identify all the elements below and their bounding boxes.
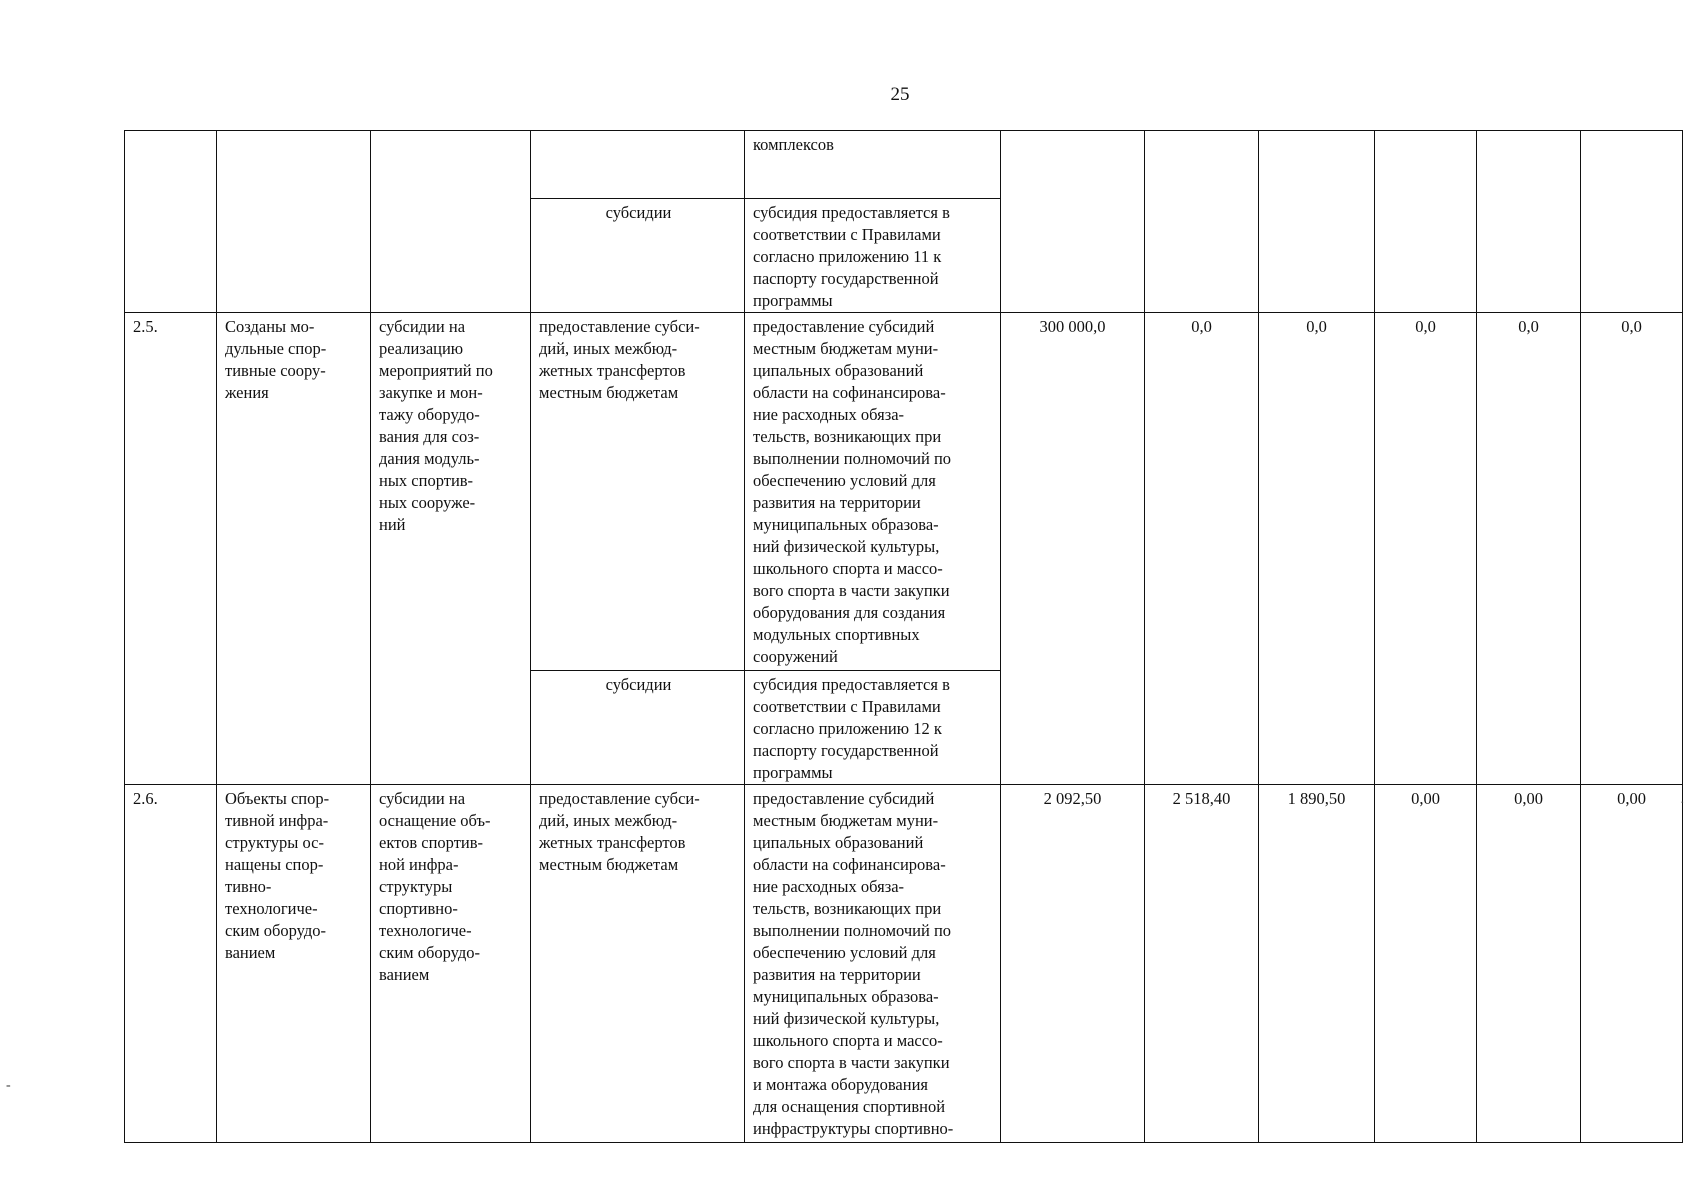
cell-value-empty xyxy=(1477,131,1581,313)
cell-type xyxy=(531,313,745,671)
value-year-3: 0,0 xyxy=(1415,317,1436,336)
result-text: Созданы мо- дульные спор- тивные соору- жения xyxy=(225,317,327,402)
row-number: 2.6. xyxy=(133,789,158,808)
value-year-1: 0,0 xyxy=(1191,317,1212,336)
cell-value xyxy=(1375,313,1477,785)
cell-value xyxy=(1581,785,1683,1143)
desc-continuation-text: комплексов xyxy=(753,135,834,154)
cell-measure xyxy=(371,785,531,1143)
cell-result xyxy=(217,785,371,1143)
cell-value-empty xyxy=(1581,131,1683,313)
scan-mark: - xyxy=(6,1078,11,1093)
desc-text: предоставление субсидий местным бюджетам муни- ципальных образований области на софинансирова- ние расходных обяза- тельств, возникающих при выполнении полномочий по обеспечению условий для развития на территории муниципальных образова- ний физической культуры, школьного спорта и массо- вого спорта в части закупки оборудования для создания модульных спортивных сооружений xyxy=(753,317,952,666)
cell-num xyxy=(125,785,217,1143)
budget-table xyxy=(124,130,1683,1143)
page-number: 25 xyxy=(890,84,910,105)
cell-value xyxy=(1001,785,1145,1143)
value-year-5: 0,0 xyxy=(1621,317,1642,336)
measure-text: субсидии на реализацию мероприятий по закупке и мон- тажу оборудо- вания для соз- дания модуль- ных спортив- ных сооруже- ний xyxy=(379,317,493,534)
cell-value xyxy=(1477,313,1581,785)
cell-value xyxy=(1259,785,1375,1143)
cell-value-empty xyxy=(1259,131,1375,313)
cell-result xyxy=(217,313,371,785)
table-row-2-5 xyxy=(125,313,1683,671)
cell-result-empty xyxy=(217,131,371,313)
sub-desc-text: субсидия предоставляется в соответствии с Правилами согласно приложению 12 к паспорту государственной программы xyxy=(753,675,950,782)
cell-measure-empty xyxy=(371,131,531,313)
funding-type-label: субсидии xyxy=(605,675,672,694)
cell-sub-desc xyxy=(745,199,1001,313)
measure-text: субсидии на оснащение объ- ектов спортив- ной инфра- структуры спортивно- технологиче- ским оборудо- ванием xyxy=(379,789,491,984)
value-total: 300 000,0 xyxy=(1039,317,1106,336)
cell-type xyxy=(531,785,745,1143)
desc-text: предоставление субсидий местным бюджетам муни- ципальных образований области на софинансирова- ние расходных обяза- тельств, возникающих при выполнении полномочий по обеспечению условий для развития на территории муниципальных образова- ний физической культуры, школьного спорта и массо- вого спорта в части закупки и монтажа оборудования для оснащения спортивной инфраструктуры спортивно- xyxy=(753,789,954,1138)
value-year-4: 0,00 xyxy=(1514,789,1543,808)
cell-desc xyxy=(745,313,1001,671)
cell-value xyxy=(1375,785,1477,1143)
value-year-4: 0,0 xyxy=(1518,317,1539,336)
type-text: предоставление субси- дий, иных межбюд- жетных трансфертов местным бюджетам xyxy=(539,317,700,402)
cell-desc-cont xyxy=(745,131,1001,199)
cell-sub-desc xyxy=(745,671,1001,785)
cell-num xyxy=(125,313,217,785)
cell-funding-type xyxy=(531,199,745,313)
funding-type-label: субсидии xyxy=(605,203,672,222)
scan-mark: · xyxy=(1680,796,1685,811)
cell-value xyxy=(1145,313,1259,785)
value-year-3: 0,00 xyxy=(1411,789,1440,808)
sub-desc-text: субсидия предоставляется в соответствии с Правилами согласно приложению 11 к паспорту государственной программы xyxy=(753,203,950,310)
cell-value xyxy=(1145,785,1259,1143)
cell-value xyxy=(1477,785,1581,1143)
cell-value xyxy=(1581,313,1683,785)
table-row-continuation-top xyxy=(125,131,1683,199)
result-text: Объекты спор- тивной инфра- структуры ос- нащены спор- тивно- технологиче- ским оборудо- ванием xyxy=(225,789,330,962)
type-text: предоставление субси- дий, иных межбюд- жетных трансфертов местным бюджетам xyxy=(539,789,700,874)
cell-value xyxy=(1259,313,1375,785)
cell-measure xyxy=(371,313,531,785)
cell-num-empty xyxy=(125,131,217,313)
value-year-5: 0,00 xyxy=(1617,789,1646,808)
cell-value-empty xyxy=(1375,131,1477,313)
row-number: 2.5. xyxy=(133,317,158,336)
value-year-2: 0,0 xyxy=(1306,317,1327,336)
cell-value xyxy=(1001,313,1145,785)
cell-value-empty xyxy=(1001,131,1145,313)
cell-funding-type xyxy=(531,671,745,785)
cell-value-empty xyxy=(1145,131,1259,313)
value-year-1: 2 518,40 xyxy=(1172,789,1231,808)
value-year-2: 1 890,50 xyxy=(1287,789,1346,808)
cell-desc xyxy=(745,785,1001,1143)
table-row-2-6 xyxy=(125,785,1683,1143)
value-total: 2 092,50 xyxy=(1043,789,1102,808)
cell-type-empty xyxy=(531,131,745,199)
